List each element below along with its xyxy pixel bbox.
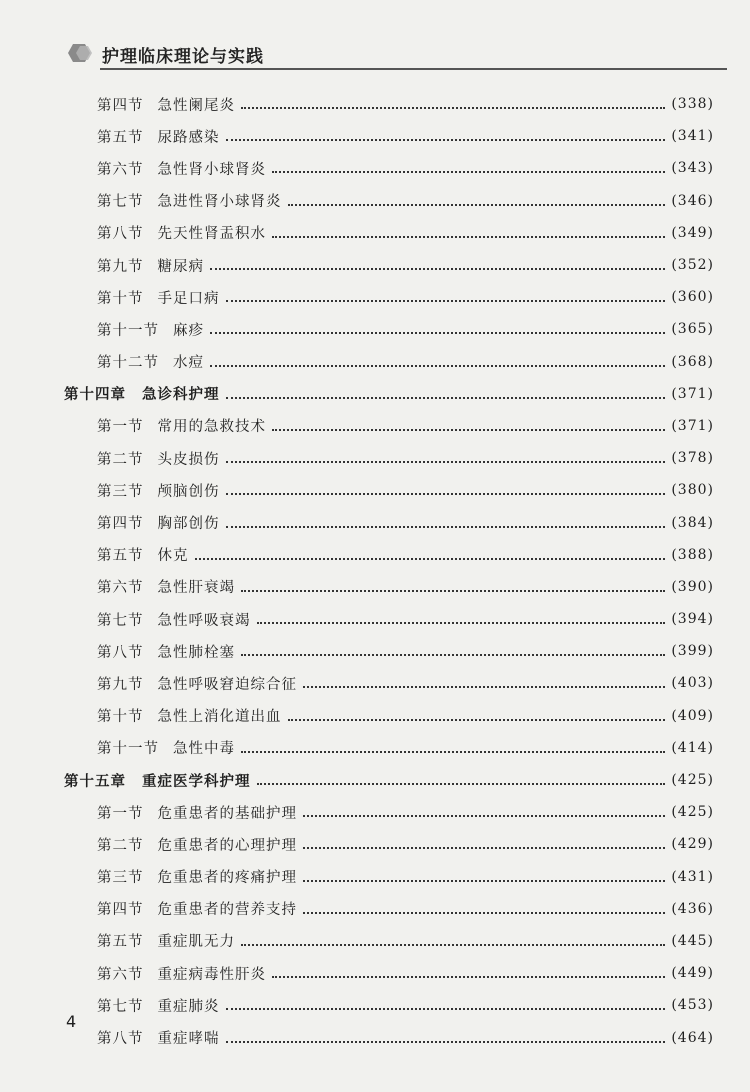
toc-entry-title: 头皮损伤 [157,451,220,468]
toc-entry-number: 第六节 [97,580,144,597]
toc-entry-number: 第七节 [97,612,144,629]
dot-leader [226,493,666,495]
toc-section-row[interactable] [0,635,750,667]
toc-section-row[interactable] [0,828,750,860]
dot-leader [226,526,666,528]
dot-leader [241,944,665,946]
toc-entry-title: 重症肺炎 [157,998,220,1015]
toc-page-number: (445) [671,932,714,949]
toc-section-row[interactable] [0,281,750,313]
toc-page-number: (394) [671,611,714,628]
toc-section-row[interactable] [0,185,750,217]
dot-leader [241,751,665,753]
toc-section-row[interactable] [0,152,750,184]
dot-leader [210,365,665,367]
toc-page-number: (378) [671,450,714,467]
toc-page-number: (429) [671,836,714,853]
dot-leader [210,332,665,334]
dot-leader [210,268,665,270]
toc-section-row[interactable] [0,603,750,635]
toc-entry-number: 第二节 [97,837,144,854]
header-divider [100,68,727,70]
toc-page-number: (449) [671,965,714,982]
toc-entry-number: 第七节 [97,194,144,211]
toc-page-number: (403) [671,675,714,692]
toc-page-number: (380) [671,482,714,499]
dot-leader [241,654,665,656]
toc-entry-number: 第十一节 [97,741,159,758]
dot-leader [288,204,666,206]
toc-section-row[interactable] [0,989,750,1021]
toc-entry-number: 第八节 [97,1031,144,1048]
dot-leader [257,783,666,785]
toc-section-row[interactable] [0,925,750,957]
toc-entry-title: 急性阑尾炎 [157,97,235,114]
dot-leader [288,719,666,721]
toc-section-row[interactable] [0,571,750,603]
toc-section-row[interactable] [0,88,750,120]
toc-page-number: (365) [671,321,714,338]
toc-entry-number: 第八节 [97,644,144,661]
dot-leader [303,880,665,882]
toc-entry-title: 先天性肾盂积水 [157,226,266,243]
toc-entry-number: 第五节 [97,129,144,146]
dot-leader [226,397,666,399]
toc-page-number: (371) [671,417,714,434]
dot-leader [241,590,665,592]
toc-entry-title: 危重患者的疼痛护理 [157,870,297,887]
toc-entry-title: 手足口病 [157,290,220,307]
dot-leader [257,622,666,624]
toc-entry-title: 危重患者的基础护理 [157,805,297,822]
toc-entry-number: 第九节 [97,258,144,275]
toc-page-number: (343) [671,160,714,177]
toc-entry-number: 第一节 [97,419,144,436]
toc-page-number: (371) [671,385,714,402]
toc-page-number: (349) [671,224,714,241]
toc-entry-title: 危重患者的营养支持 [157,902,297,919]
toc-entry-number: 第十五章 [64,772,126,790]
toc-section-row[interactable] [0,410,750,442]
toc-page-number: (368) [671,353,714,370]
toc-entry-title: 急性肝衰竭 [157,580,235,597]
toc-section-row[interactable] [0,732,750,764]
toc-entry-number: 第二节 [97,451,144,468]
toc-page-number: (464) [671,1029,714,1046]
toc-entry-title: 尿路感染 [157,129,220,146]
toc-section-row[interactable] [0,474,750,506]
toc-section-row[interactable] [0,346,750,378]
toc-entry-title: 急性呼吸衰竭 [157,612,251,629]
toc-entry-number: 第十二节 [97,355,159,372]
toc-entry-number: 第十四章 [64,386,126,404]
toc-page-number: (352) [671,257,714,274]
toc-entry-number: 第九节 [97,676,144,693]
toc-entry-number: 第八节 [97,226,144,243]
toc-page-number: (436) [671,900,714,917]
toc-entry-number: 第六节 [97,161,144,178]
dot-leader [303,815,665,817]
toc-section-row[interactable] [0,893,750,925]
toc-chapter-row[interactable] [0,378,750,410]
toc-section-row[interactable] [0,120,750,152]
dot-leader [226,300,666,302]
toc-entry-number: 第四节 [97,902,144,919]
table-of-contents [0,88,750,1054]
toc-entry-number: 第七节 [97,998,144,1015]
toc-entry-title: 休克 [157,548,189,565]
toc-entry-title: 急性上消化道出血 [157,709,282,726]
dot-leader [272,976,665,978]
page-number: 4 [66,1012,77,1031]
toc-entry-title: 急性肾小球肾炎 [157,161,266,178]
toc-entry-title: 水痘 [173,355,204,372]
toc-page-number: (399) [671,643,714,660]
toc-page-number: (341) [671,128,714,145]
toc-section-row[interactable] [0,667,750,699]
toc-page-number: (388) [671,546,714,563]
toc-section-row[interactable] [0,442,750,474]
toc-entry-title: 胸部创伤 [157,516,220,533]
toc-entry-title: 糖尿病 [157,258,204,275]
dot-leader [226,1008,666,1010]
toc-entry-number: 第三节 [97,483,144,500]
toc-entry-number: 第十节 [97,290,144,307]
toc-entry-title: 重症哮喘 [157,1031,220,1048]
toc-section-row[interactable] [0,506,750,538]
toc-section-row[interactable] [0,861,750,893]
toc-entry-title: 急性肺栓塞 [157,644,235,661]
toc-entry-number: 第六节 [97,966,144,983]
dot-leader [303,686,665,688]
dot-leader [226,139,666,141]
dot-leader [303,847,665,849]
toc-page-number: (346) [671,192,714,209]
toc-page-number: (360) [671,289,714,306]
toc-entry-title: 常用的急救技术 [157,419,266,436]
toc-page-number: (453) [671,997,714,1014]
toc-page-number: (338) [671,96,714,113]
toc-section-row[interactable] [0,796,750,828]
toc-entry-number: 第四节 [97,516,144,533]
toc-page-number: (384) [671,514,714,531]
toc-entry-number: 第四节 [97,97,144,114]
toc-entry-number: 第五节 [97,934,144,951]
dot-leader [272,236,665,238]
toc-chapter-row[interactable] [0,764,750,796]
dot-leader [226,1041,666,1043]
toc-section-row[interactable] [0,700,750,732]
toc-page-number: (390) [671,578,714,595]
toc-entry-title: 急进性肾小球肾炎 [157,194,282,211]
toc-entry-title: 重症肌无力 [157,934,235,951]
dot-leader [226,461,666,463]
toc-entry-title: 重症医学科护理 [142,772,251,790]
toc-section-row[interactable] [0,1021,750,1053]
toc-section-row[interactable] [0,217,750,249]
toc-entry-number: 第一节 [97,805,144,822]
dot-leader [303,912,665,914]
toc-entry-title: 颅脑创伤 [157,483,220,500]
toc-section-row[interactable] [0,313,750,345]
hexagon-icon [64,42,94,64]
toc-entry-title: 危重患者的心理护理 [157,837,297,854]
dot-leader [272,171,665,173]
toc-page-number: (425) [671,772,714,789]
toc-section-row[interactable] [0,957,750,989]
dot-leader [195,558,666,560]
dot-leader [272,429,665,431]
toc-page-number: (409) [671,707,714,724]
toc-entry-number: 第五节 [97,548,144,565]
toc-entry-title: 急性中毒 [173,741,235,758]
toc-entry-title: 急诊科护理 [142,386,220,404]
toc-entry-number: 第十一节 [97,322,159,339]
toc-entry-title: 重症病毒性肝炎 [157,966,266,983]
toc-page-number: (425) [671,804,714,821]
page-header [62,34,727,72]
toc-section-row[interactable] [0,539,750,571]
toc-entry-number: 第十节 [97,709,144,726]
book-title: 护理临床理论与实践 [102,47,264,67]
toc-page-number: (431) [671,868,714,885]
toc-entry-number: 第三节 [97,870,144,887]
toc-entry-title: 急性呼吸窘迫综合征 [157,676,297,693]
toc-page-number: (414) [671,739,714,756]
toc-section-row[interactable] [0,249,750,281]
toc-entry-title: 麻疹 [173,322,204,339]
dot-leader [241,107,665,109]
